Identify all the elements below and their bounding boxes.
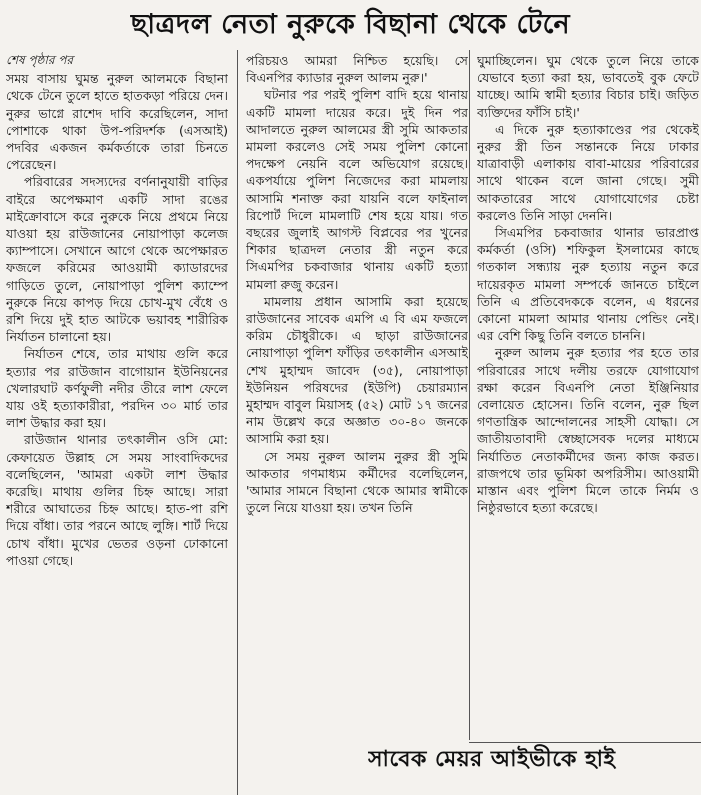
- article-column-1: [6, 52, 228, 742]
- paragraph: সিএমপির চকবাজার থানার ভারপ্রাপ্ত কর্মকর্তা (ওসি) শফিকুল ইসলামের কাছে গতকাল সন্ধ্যায় নুরু হত্যায় নতুন করে দায়েরকৃত মামলা সম্পর্কে জানতে চাইলে তিনি এ প্রতিবেদককে বলেন, এ ধরনের কোনো মামলা আমার থানায় পেন্ডিং নেই। এর বেশি কিছু তিনি বলতে চাননি।: [477, 225, 699, 344]
- paragraph: মামলায় প্রধান আসামি করা হয়েছে রাউজানের সাবেক এমপি এ বি এম ফজলে করিম চৌধুরীকে। এ ছাড়া রাউজানের নোয়াপাড়া পুলিশ ফাঁড়ির তৎকালীন এসআই শেখ মুহাম্মদ জাবেদ (৩৫), নোয়াপাড়া ইউনিয়ন পরিষদের (ইউপি) চেয়ারম্যান মুহাম্মদ বাবুল মিয়াসহ (৫২) মোট ১৭ জনের নাম উল্লেখ করে অজ্ঞাত ৩০-৪০ জনকে আসামি করা হয়।: [246, 293, 468, 447]
- paragraph: সে সময় নুরুল আলম নুরুর স্ত্রী সুমি আকতার গণমাধ্যম কর্মীদের বলেছিলেন, 'আমার সামনে বিছানা থেকে আমার স্বামীকে তুলে নিয়ে যাওয়া হয়। তখন তিনি: [246, 448, 468, 516]
- column-divider: [237, 50, 238, 795]
- next-article-headline: সাবেক মেয়র আইভীকে হাই: [368, 747, 616, 772]
- paragraph: সময় বাসায় ঘুমন্ত নুরুল আলমকে বিছানা থেকে টেনে তুলে হাতে হাতকড়া পরিয়ে দেন। নুরুর ভাগ্নে রাশেদ দাবি করেছিলেন, সাদা পোশাকে থাকা উপ-পরিদর্শক (এসআই) পদবির একজন কর্মকর্তাকে তারা চিনতে পেরেছেন।: [6, 71, 228, 173]
- paragraph: ঘটনার পর পরই পুলিশ বাদি হয়ে থানায় একটি মামলা দায়ের করে। দুই দিন পর আদালতে নুরুল আলমের স্ত্রী সুমি আকতার মামলা করলেও সেই সময় পুলিশ কোনো পদক্ষেপ নেয়নি বলে অভিযোগ রয়েছে। একপর্যায়ে পুলিশ নিজেদের করা মামলায় আসামি শনাক্ত করা যায়নি বলে ফাইনাল রিপোর্ট দিলে মামলাটি শেষ হয়ে যায়। গত বছরের জুলাই আগস্ট বিপ্লবের পর খুনের শিকার ছাত্রদল নেতার স্ত্রী নতুন করে সিএমপির চকবাজার থানায় একটি হত্যা মামলা রুজু করেন।: [246, 87, 468, 292]
- paragraph: ঘুমাচ্ছিলেন। ঘুম থেকে তুলে নিয়ে তাকে যেভাবে হত্যা করা হয়, ভাবতেই বুক ফেটে যাচ্ছে। আমি স্বামী হত্যার বিচার চাই। জড়িত ব্যক্তিদের ফাঁসি চাই।': [477, 53, 699, 120]
- article-column-2: [246, 52, 468, 742]
- paragraph: নুরুল আলম নুরু হত্যার পর হতে তার পরিবারের সাথে দলীয় তরফে যোগাযোগ রক্ষা করেন বিএনপি নেতা ইঞ্জিনিয়ার বেলায়েত হোসেন। তিনি বলেন, নুরু ছিল গণতান্ত্রিক আন্দোলনের সাহসী যোদ্ধা। সে জাতীয়তাবাদী স্বেচ্ছাসেবক দলের মাধ্যমে নির্যাতিত নেতাকর্মীদের জন্য কাজ করত। রাজপথে তার ভূমিকা অপরিসীম। আওয়ামী মাস্তান এবং পুলিশ মিলে তাকে নির্মম ও নিষ্ঠুরভাবে হত্যা করেছে।: [477, 345, 699, 516]
- paragraph: পরিবারের সদস্যদের বর্ণনানুযায়ী বাড়ির বাইরে অপেক্ষমাণ একটি সাদা রঙের মাইক্রোবাসে করে নুরুকে নিয়ে প্রথমে নিয়ে যাওয়া হয় রাউজানের নোয়াপাড়া কলেজ ক্যাম্পাসে। সেখানে আগে থেকে অপেক্ষারত ফজলে করিমের আওয়ামী ক্যাডারদের গাড়িতে তুলে, নোয়াপাড়া পুলিশ ক্যাম্পে নুরুকে নিয়ে কাপড় দিয়ে চোখ-মুখ বেঁধে ও রশি দিয়ে দুই হাত আটকে ভয়াবহ শারীরিক নির্যাতন চালানো হয়।: [6, 174, 228, 345]
- continued-from-label: শেষ পৃষ্ঠার পর: [6, 53, 74, 67]
- article-column-3: [477, 52, 699, 742]
- paragraph: এ দিকে নুরু হত্যাকাণ্ডের পর থেকেই নুরুর স্ত্রী তিন সন্তানকে নিয়ে ঢাকার যাত্রাবাড়ী এলাকায় বাবা-মায়ের পরিবারের সাথে থাকেন বলে জানা গেছে। সুমী আকতারের সাথে যোগাযোগের চেষ্টা করলেও তিনি সাড়া দেননি।: [477, 121, 699, 223]
- column-divider: [469, 50, 470, 740]
- paragraph: নির্যাতন শেষে, তার মাথায় গুলি করে হত্যার পর রাউজান বাগোয়ান ইউনিয়নের খেলারঘাট কর্ণফুলী নদীর তীরে লাশ ফেলে যায় ওই হত্যাকারীরা, পরদিন ৩০ মার্চ তার লাশ উদ্ধার করা হয়।: [6, 346, 228, 431]
- paragraph: রাউজান থানার তৎকালীন ওসি মো: কেফায়েত উল্লাহ সে সময় সাংবাদিকদের বলেছিলেন, 'আমরা একটা লাশ উদ্ধার করেছি। মাথায় গুলির চিহ্ন আছে। সারা শরীরে আঘাতের চিহ্ন আছে। হাত-পা রশি দিয়ে বাঁধা। তার পরনে আছে লুঙ্গি। শার্ট দিয়ে চোখ বাঁধা। মুখের ভেতর ওড়না ঢোকানো পাওয়া গেছে।: [6, 432, 228, 568]
- headline: ছাত্রদল নেতা নুরুকে বিছানা থেকে টেনে: [130, 9, 571, 40]
- paragraph: পরিচয়ও আমরা নিশ্চিত হয়েছি। সে বিএনপির ক্যাডার নুরুল আলম নুরু।': [246, 53, 468, 86]
